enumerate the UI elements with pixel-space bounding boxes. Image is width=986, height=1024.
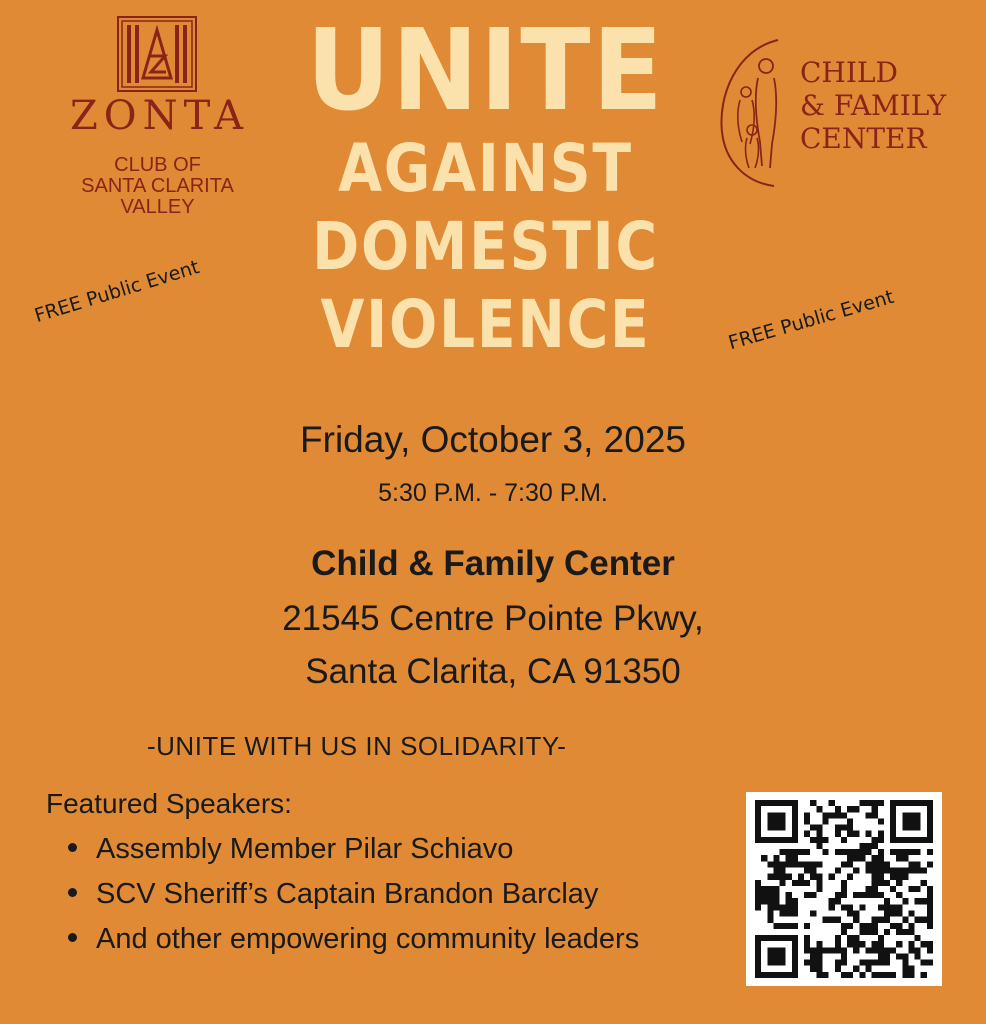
cfc-line: CHILD: [800, 56, 898, 89]
zonta-emblem-icon: [117, 16, 197, 92]
zonta-sub-line: VALLEY: [120, 196, 195, 218]
headline-against: AGAINST: [338, 130, 633, 207]
event-time: 5:30 P.M. - 7:30 P.M.: [378, 479, 608, 507]
zonta-club-subtitle: [60, 155, 255, 218]
bullet-icon: [68, 933, 77, 942]
free-event-tag-left: FREE Public Event: [32, 256, 202, 328]
zonta-name: ZONTA: [70, 93, 249, 139]
qr-code-icon[interactable]: [746, 792, 942, 986]
bullet-icon: [68, 888, 77, 897]
speaker-name: And other empowering community leaders: [96, 923, 640, 955]
event-date: Friday, October 3, 2025: [300, 419, 686, 460]
bullet-icon: [68, 843, 77, 852]
headline: [278, 6, 693, 364]
event-venue: Child & Family Center: [311, 544, 675, 583]
speaker-name: Assembly Member Pilar Schiavo: [96, 833, 514, 865]
list-item: [68, 875, 639, 920]
solidarity-tagline: -UNITE WITH US IN SOLIDARITY-: [147, 731, 567, 761]
headline-domestic: DOMESTIC: [312, 208, 659, 285]
headline-unite: UNITE: [306, 6, 665, 136]
family-figures-icon: [716, 36, 796, 188]
speaker-name: SCV Sheriff’s Captain Brandon Barclay: [96, 878, 599, 910]
cfc-line: CENTER: [800, 122, 927, 155]
list-item: [68, 830, 639, 875]
event-address-line1: 21545 Centre Pointe Pkwy,: [282, 599, 704, 638]
free-event-tag-right: FREE Public Event: [726, 285, 897, 355]
cfc-line: & FAMILY: [800, 89, 947, 122]
speakers-heading: Featured Speakers:: [46, 788, 292, 819]
speakers-list: [68, 830, 639, 965]
headline-violence: VIOLENCE: [320, 286, 651, 363]
list-item: [68, 920, 639, 965]
zonta-sub-line: SANTA CLARITA: [81, 175, 234, 197]
event-address-line2: Santa Clarita, CA 91350: [305, 652, 681, 691]
cfc-logo-text: [800, 56, 980, 155]
zonta-sub-line: CLUB OF: [114, 154, 201, 176]
